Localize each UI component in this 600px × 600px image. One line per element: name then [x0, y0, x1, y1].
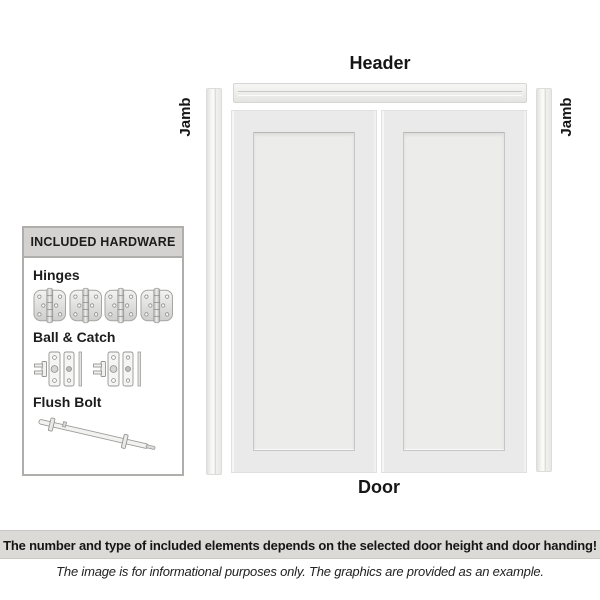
disclaimer-text: The image is for informational purposes only. The graphics are provided as an example. — [56, 564, 544, 579]
door-label: Door — [358, 477, 400, 497]
hinges-row — [33, 287, 173, 324]
flush-bolt-icon — [33, 414, 165, 458]
header-label: Header — [349, 53, 411, 73]
note-banner: The number and type of included elements depends on the selected door height and door handing! — [0, 530, 600, 559]
flush-bolt-label: Flush Bolt — [33, 394, 102, 410]
flush-bolt-row — [33, 414, 173, 458]
header-board — [233, 83, 527, 103]
hinge-icon — [140, 287, 174, 324]
door-left-panel — [231, 110, 377, 473]
hardware-box-body — [24, 258, 182, 458]
jamb-label-left: Jamb — [177, 97, 194, 137]
hardware-box-title: INCLUDED HARDWARE — [24, 228, 182, 258]
ball-catch-icon — [33, 349, 85, 389]
included-hardware-box — [22, 226, 184, 476]
jamb-label-right: Jamb — [558, 97, 575, 137]
hinge-icon — [104, 287, 138, 324]
ball-catch-icon — [92, 349, 144, 389]
hinge-icon — [69, 287, 103, 324]
door-right-recessed-panel — [403, 132, 505, 451]
door-right-panel — [381, 110, 527, 473]
jamb-board-right — [536, 88, 552, 472]
ball-catch-label: Ball & Catch — [33, 329, 116, 345]
hinge-icon — [33, 287, 67, 324]
hinges-label: Hinges — [33, 267, 80, 283]
jamb-board-left — [206, 88, 222, 475]
door-left-recessed-panel — [253, 132, 355, 451]
ball-catch-row — [33, 349, 173, 389]
